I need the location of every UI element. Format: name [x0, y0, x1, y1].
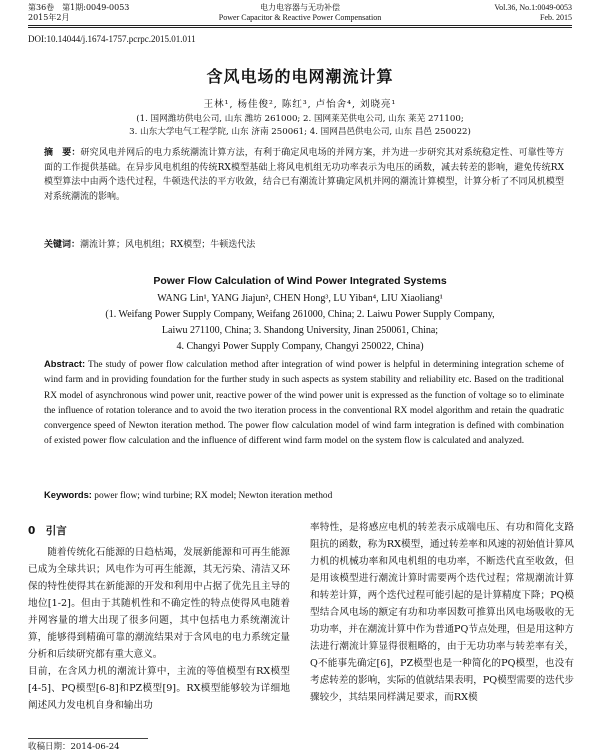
- received-date: 收稿日期：2014-06-24: [28, 742, 120, 752]
- abstract-zh-label: 摘 要：: [44, 148, 81, 158]
- left-column-text: 随着传统化石能源的日趋枯竭，发展新能源和可再生能源已成为全球共识；风电作为可再生能源，其无污染、清洁又环保的特性使得其在新能源的开发和利用中占据了优先且主导的地位[1-2]。但由于其随机性和不确定性的特点使得风电随着并网容量的增大出现了很多问题，其中包括电力系统潮流计算，能够得到精确可靠的潮流结果对于含风电的电力系统定量分析和后续研究都有重大意义。 目前，在含风力机的潮流计算中，主流的等值模型有RX模型[4-5]、PQ模型[6-8]和PZ模型[9]。RX模型能够较为详细地阐述风力发电机自身和输出功: [28, 547, 290, 711]
- abstract-zh-text: 研究风电并网后的电力系统潮流计算方法，有利于确定风电场的并网方案，并为进一步研究其对系统稳定性、可靠性等方面的工作提供基础。在异步风电机组的传统RX模型基础上将风电机组无功功率表示为电压的函数，减去转差的影响，避免传统RX模型算法中由两个迭代过程，牛顿迭代法的平方收敛，结合已有潮流计算确定风机并网的潮流计算模型，计算分析了不同风机模型对系统潮流的影响。: [44, 148, 564, 202]
- affiliation-en-1: (1. Weifang Power Supply Company, Weifang 261000, China; 2. Laiwu Power Supply Company,: [105, 309, 495, 320]
- header-volume-en: Vol.36, No.1:0049-0053: [494, 3, 572, 12]
- page-title: 含风电场的电网潮流计算: [206, 67, 394, 86]
- header-volume: 第36卷 第1期:0049-0053: [28, 3, 130, 12]
- affiliation-zh-1: (1. 国网潍坊供电公司, 山东 潍坊 261000; 2. 国网莱芜供电公司, 山东 莱芜 271100;: [136, 114, 464, 124]
- affiliation-en-3: 4. Changyi Power Supply Company, Changyi 250022, China): [176, 341, 424, 352]
- keywords-en-text: power flow; wind turbine; RX model; Newton iteration method: [94, 491, 333, 501]
- abstract-en: [44, 356, 564, 450]
- header-date-en: Feb. 2015: [540, 13, 572, 22]
- journal-name-en: Power Capacitor & Reactive Power Compensation: [218, 13, 382, 22]
- abstract-zh: [44, 146, 564, 204]
- affiliation-en-2: Laiwu 271100, China; 3. Shandong University, Jinan 250061, China;: [161, 325, 439, 336]
- right-column-text: 率特性，是将感应电机的转差表示成端电压、有功和简化支路阻抗的函数，称为RX模型，通过转差率和风速的初始值计算风力机的机械功率和风电机组的电功率，不断迭代直至收敛，但是用该模型进行潮流计算时需要两个迭代过程；常规潮流计算和转差计算，两个迭代过程可能引起的是计算精度下降；PQ模型结合风电场的额定有功和功率因数可推算出风电场吸收的无功功率，并在潮流计算中作为普通PQ节点处理，但是用这种方法进行潮流计算显得很粗略的，由于无功功率与转差率有关，Q不能事先确定[6]，PZ模型也是一种简化的PQ模型，也没有考虑转差的影响，实际的值就结果表明，PQ模型需要的迭代步骤较少，其结果同样满足要求，而RX模: [310, 522, 574, 703]
- header-rule-2: [28, 27, 572, 28]
- header-date: 2015年2月: [28, 13, 70, 22]
- footnote-rule: [28, 738, 148, 739]
- section-heading-intro: 0 引言: [28, 525, 67, 537]
- abstract-en-text: The study of power flow calculation method after integration of wind power is helpful in determining integration scheme of wind farm and in providing foundation for the further study in such aspects as system stability and reliability etc. Based on the traditional RX model of asynchronous wind power unit, reactive power of the wind power unit is expressed as the function of voltage so to eliminate the influence of rotation tolerance and to avoid the two iteration process in the conventional RX model algorithm and retain the quadratic convergence speed of Newton iteration method. The power flow calculation model of wind farm integration is defined with combination of existed power flow calculation and the influence of different wind farm model on the system flow is calculated and analyzed.: [44, 360, 564, 447]
- doi: DOI:10.14044/j.1674-1757.pcrpc.2015.01.011: [28, 34, 196, 44]
- authors-zh: 王林¹, 杨佳俊², 陈红³, 卢怡舍⁴, 刘晓亮¹: [203, 99, 397, 110]
- keywords-en-label: Keywords:: [44, 489, 92, 500]
- keywords-zh-label: 关键词：: [44, 240, 81, 250]
- keywords-zh-text: 潮流计算；风电机组；RX模型；牛顿迭代法: [80, 240, 256, 250]
- keywords-en: [44, 488, 564, 504]
- title-en: Power Flow Calculation of Wind Power Integrated Systems: [153, 275, 447, 287]
- header-rule: [28, 25, 572, 26]
- abstract-en-label: Abstract:: [44, 358, 86, 369]
- authors-en: WANG Lin¹, YANG Jiajun², CHEN Hong³, LU Yiban⁴, LIU Xiaoliang¹: [157, 293, 443, 304]
- keywords-zh: [44, 238, 564, 253]
- affiliation-zh-2: 3. 山东大学电气工程学院, 山东 济南 250061; 4. 国网昌邑供电公司, 山东 昌邑 250022): [129, 127, 471, 137]
- journal-name: 电力电容器与无功补偿: [260, 3, 340, 12]
